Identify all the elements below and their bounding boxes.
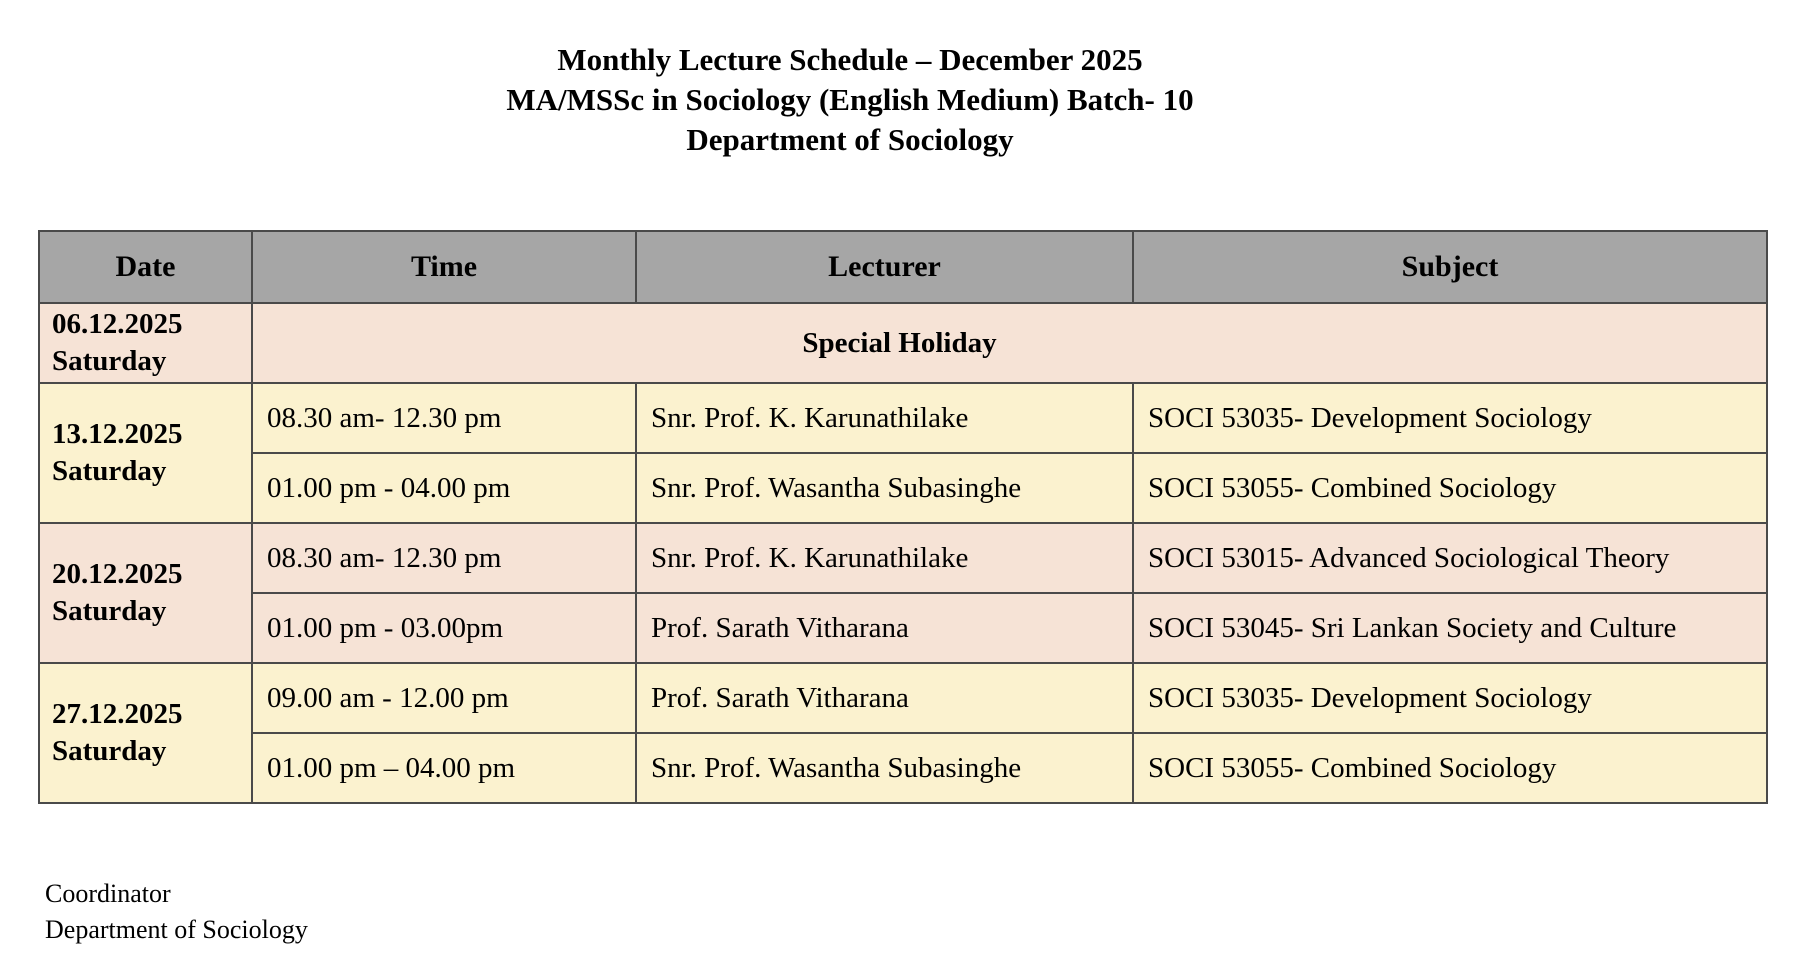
date-cell	[39, 303, 252, 383]
day-value: Saturday	[52, 455, 167, 487]
date-value: 06.12.2025	[52, 308, 183, 340]
time-cell: 01.00 pm - 03.00pm	[252, 593, 636, 663]
title-line-1: Monthly Lecture Schedule – December 2025	[557, 42, 1143, 77]
date-value: 20.12.2025	[52, 558, 183, 590]
date-cell	[39, 523, 252, 663]
lecturer-cell: Snr. Prof. Wasantha Subasinghe	[636, 733, 1133, 803]
table-row	[39, 663, 1767, 733]
lecturer-cell: Prof. Sarath Vitharana	[636, 663, 1133, 733]
lecturer-cell: Prof. Sarath Vitharana	[636, 593, 1133, 663]
time-cell: 01.00 pm - 04.00 pm	[252, 453, 636, 523]
date-cell	[39, 383, 252, 523]
title-line-2: MA/MSSc in Sociology (English Medium) Batch- 10	[506, 82, 1194, 117]
table-row	[39, 593, 1767, 663]
footer-coordinator: Coordinator	[45, 879, 171, 908]
lecturer-cell: Snr. Prof. K. Karunathilake	[636, 383, 1133, 453]
title-line-3: Department of Sociology	[686, 122, 1014, 157]
time-cell: 08.30 am- 12.30 pm	[252, 383, 636, 453]
subject-cell: SOCI 53035- Development Sociology	[1133, 663, 1767, 733]
time-cell: 01.00 pm – 04.00 pm	[252, 733, 636, 803]
subject-cell: SOCI 53015- Advanced Sociological Theory	[1133, 523, 1767, 593]
column-header-date: Date	[39, 231, 252, 303]
day-value: Saturday	[52, 345, 167, 377]
date-cell	[39, 663, 252, 803]
document-heading	[40, 40, 1660, 160]
subject-cell: SOCI 53045- Sri Lankan Society and Culture	[1133, 593, 1767, 663]
date-value: 27.12.2025	[52, 698, 183, 730]
document-footer	[45, 876, 1794, 948]
time-cell: 08.30 am- 12.30 pm	[252, 523, 636, 593]
lecturer-cell: Snr. Prof. Wasantha Subasinghe	[636, 453, 1133, 523]
table-row	[39, 523, 1767, 593]
time-cell: 09.00 am - 12.00 pm	[252, 663, 636, 733]
column-header-time: Time	[252, 231, 636, 303]
subject-cell: SOCI 53055- Combined Sociology	[1133, 733, 1767, 803]
lecture-schedule-table	[38, 230, 1768, 804]
date-value: 13.12.2025	[52, 418, 183, 450]
column-header-lecturer: Lecturer	[636, 231, 1133, 303]
subject-cell: SOCI 53035- Development Sociology	[1133, 383, 1767, 453]
table-header-row	[39, 231, 1767, 303]
day-value: Saturday	[52, 735, 167, 767]
table-row	[39, 453, 1767, 523]
table-row	[39, 383, 1767, 453]
table-row-holiday	[39, 303, 1767, 383]
footer-department: Department of Sociology	[45, 915, 308, 944]
column-header-subject: Subject	[1133, 231, 1767, 303]
lecturer-cell: Snr. Prof. K. Karunathilake	[636, 523, 1133, 593]
table-row	[39, 733, 1767, 803]
holiday-label-cell: Special Holiday	[252, 303, 1767, 383]
day-value: Saturday	[52, 595, 167, 627]
subject-cell: SOCI 53055- Combined Sociology	[1133, 453, 1767, 523]
